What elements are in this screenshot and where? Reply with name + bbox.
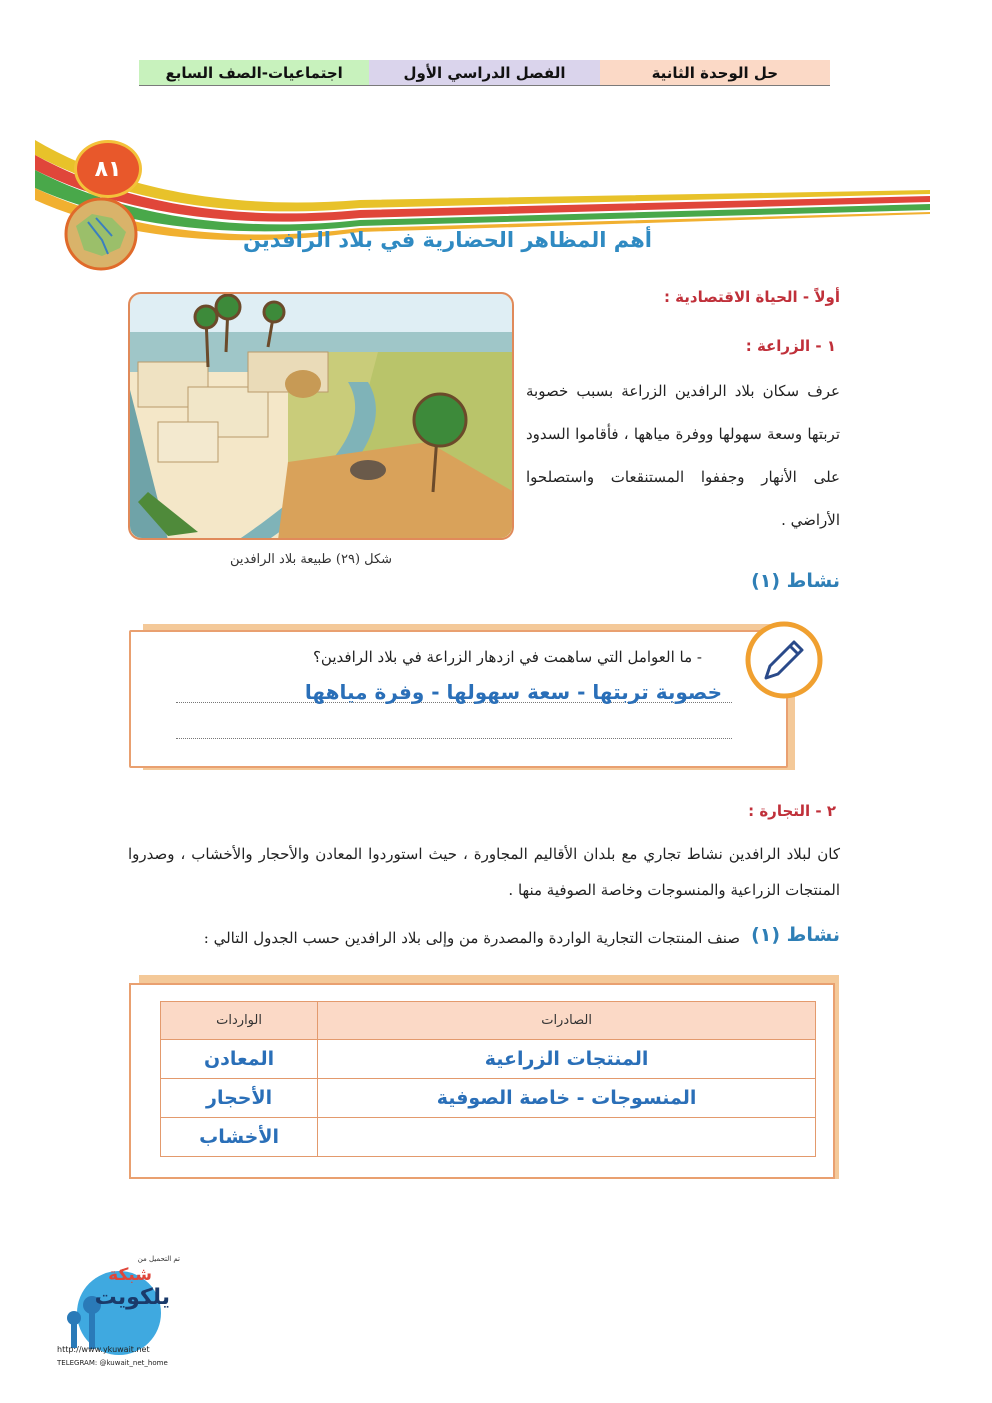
header-subject-grade: اجتماعيات-الصف السابع — [139, 60, 369, 85]
table-cell-export: المنتجات الزراعية — [318, 1040, 816, 1079]
page-title: أهم المظاهر الحضارية في بلاد الرافدين — [242, 228, 652, 252]
answer-line-2 — [176, 738, 732, 739]
table-cell-import: المعادن — [161, 1040, 318, 1079]
activity-1-question: - ما العوامل التي ساهمت في ازدهار الزراعة في بلاد الرافدين؟ — [312, 648, 702, 666]
figure-caption: شكل (٢٩) طبيعة بلاد الرافدين — [230, 552, 393, 567]
table-cell-export — [318, 1118, 816, 1157]
activity-2-instruction: صنف المنتجات التجارية الواردة والمصدرة من وإلى بلاد الرافدين حسب الجدول التالي : — [203, 929, 740, 947]
header-unit-solution: حل الوحدة الثانية — [600, 60, 830, 85]
activity-1-answer: خصوبة تربتها - سعة سهولها - وفرة مياهها — [304, 680, 722, 704]
trade-paragraph: كان لبلاد الرافدين نشاط تجاري مع بلدان الأقاليم المجاورة ، حيث استوردوا المعادن والأحجار والأخشاب ، وصدروا المنتجات الزراعية والمنسوجات وخاصة الصوفية منها . — [128, 845, 840, 899]
section-heading-economy: أولاً - الحياة الاقتصادية : — [663, 288, 840, 306]
header-bar — [139, 60, 830, 86]
logo-top-text: تم التحميل من — [137, 1255, 180, 1263]
activity-2-heading: نشاط (١) — [751, 924, 840, 946]
trade-table — [160, 1001, 816, 1157]
page-banner-swoosh — [30, 130, 935, 275]
agriculture-paragraph: عرف سكان بلاد الرافدين الزراعة بسبب خصوبة تربتها وسعة سهولها ووفرة مياهها ، فأقاموا السدود على الأنهار وجففوا المستنقعات واستصلحوا الأراضي . — [526, 382, 840, 529]
subsection-trade: ٢ - التجارة : — [748, 802, 836, 820]
table-row — [161, 1118, 816, 1157]
table-row — [161, 1079, 816, 1118]
activity-1-heading: نشاط (١) — [751, 570, 840, 592]
table-cell-export: المنسوجات - خاصة الصوفية — [318, 1079, 816, 1118]
table-cell-import: الأحجار — [161, 1079, 318, 1118]
logo-telegram: TELEGRAM: @kuwait_net_home — [57, 1359, 168, 1367]
table-cell-import: الأخشاب — [161, 1118, 318, 1157]
logo-url: http://www.ykuwait.net — [57, 1345, 150, 1354]
site-logo — [55, 1255, 180, 1377]
header-semester: الفصل الدراسي الأول — [369, 60, 599, 85]
page-number-badge: ٨١ — [74, 140, 142, 198]
logo-name-line1: شبكة — [108, 1265, 152, 1285]
header-exports: الصادرات — [318, 1002, 816, 1040]
mesopotamia-illustration — [128, 292, 514, 540]
header-imports: الواردات — [161, 1002, 318, 1040]
subsection-agriculture: ١ - الزراعة : — [745, 337, 836, 355]
pencil-icon — [744, 620, 824, 700]
logo-name-line2: يلكويت — [94, 1285, 170, 1310]
map-icon — [62, 196, 140, 272]
table-row — [161, 1040, 816, 1079]
table-header-row — [161, 1002, 816, 1040]
